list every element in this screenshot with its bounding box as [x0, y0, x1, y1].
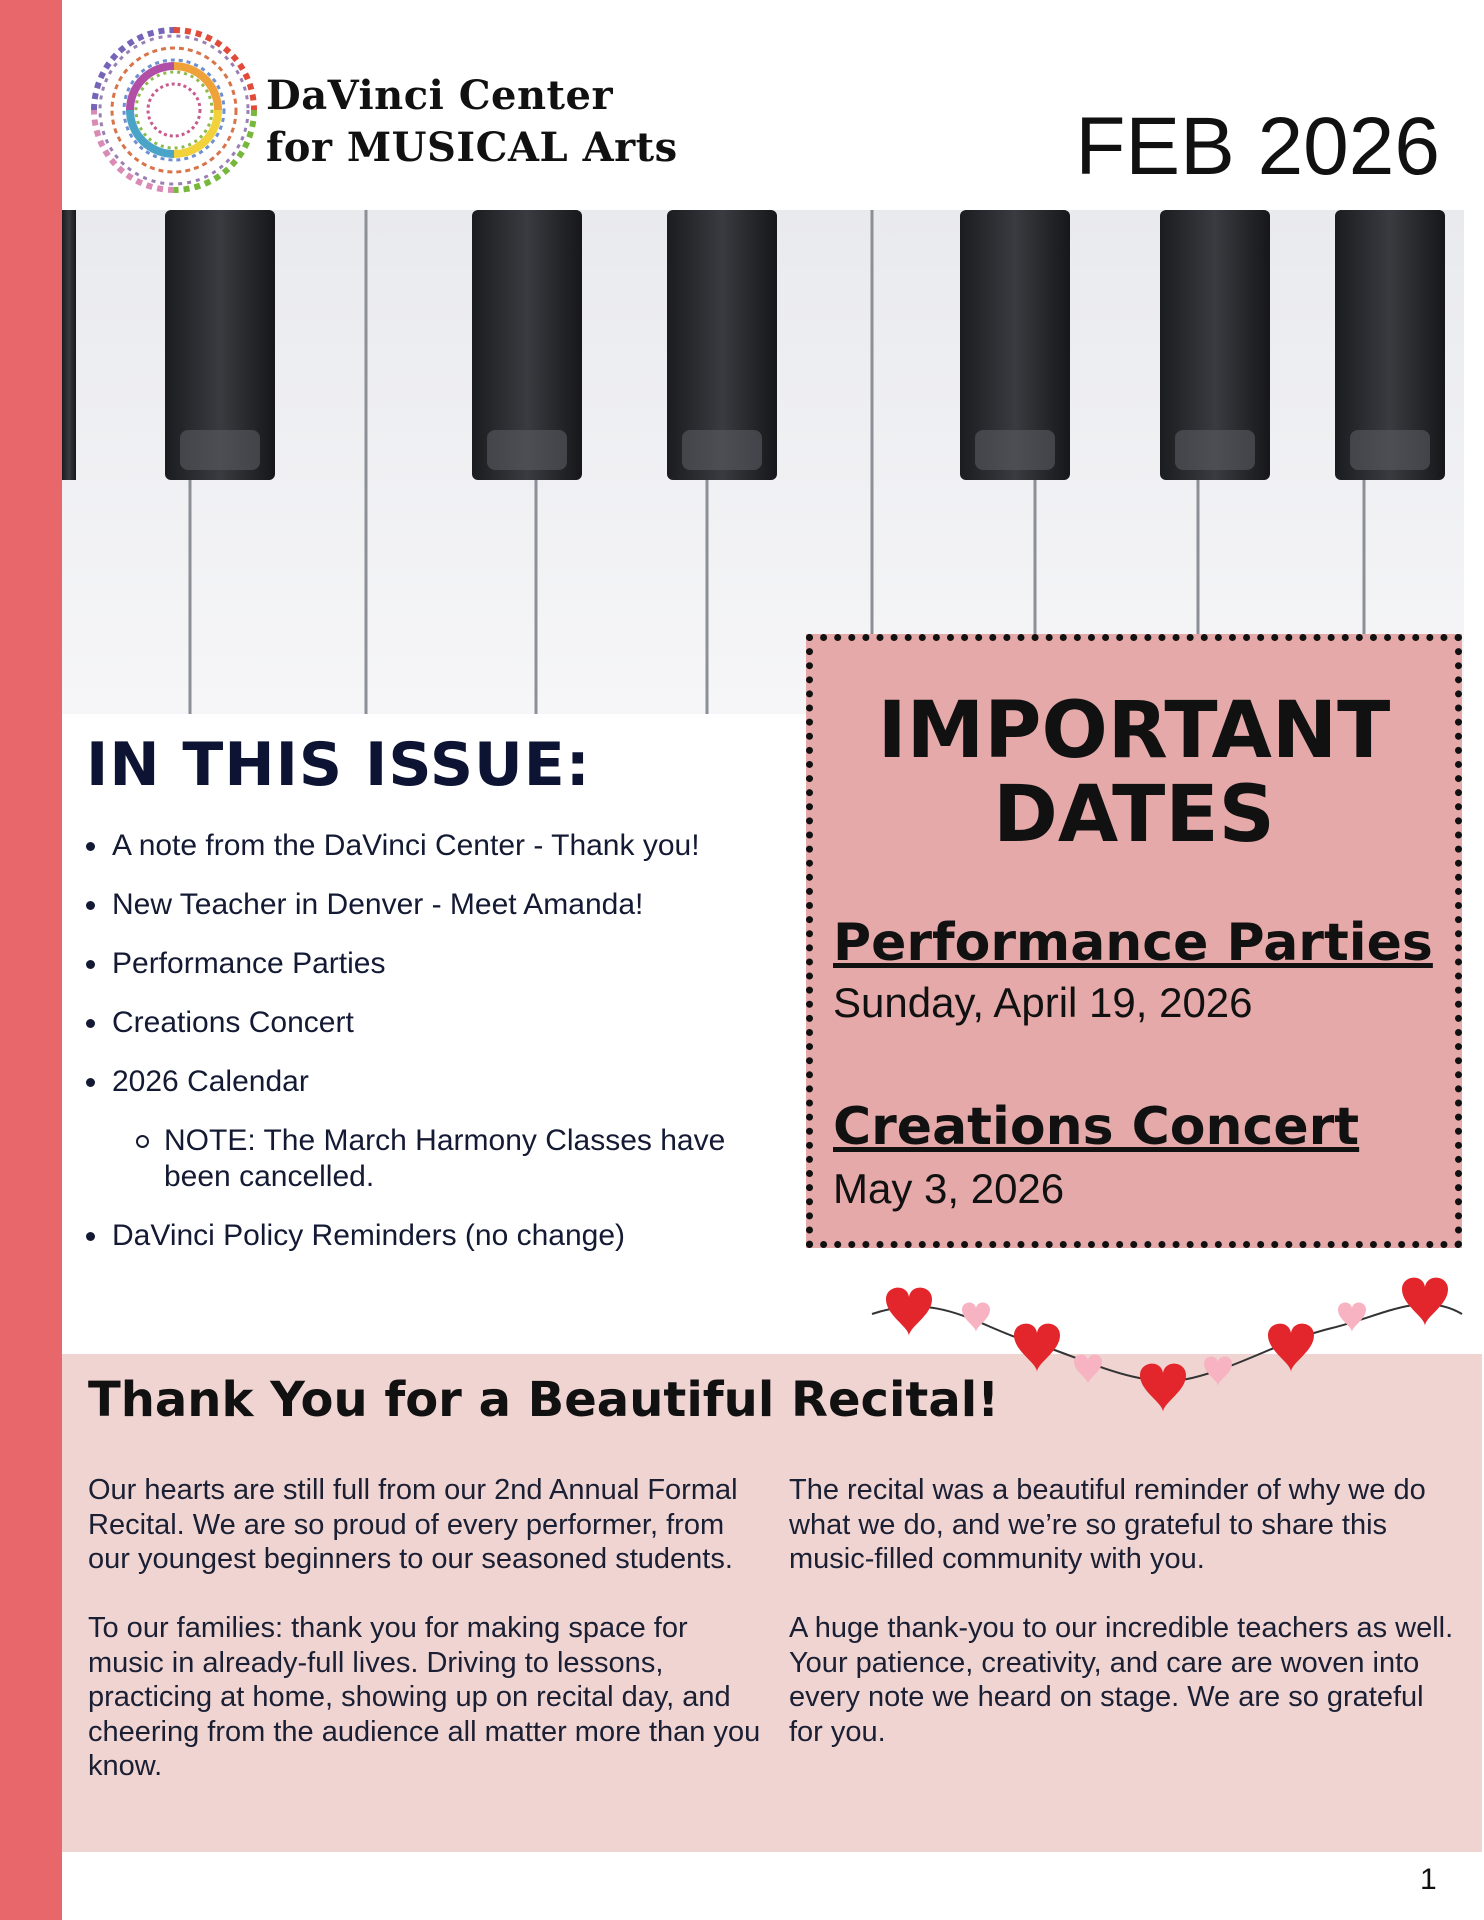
issue-item-calendar: 2026 Calendar	[86, 1064, 786, 1100]
issue-item-performance-parties: Performance Parties	[86, 946, 786, 982]
event-name-creations-concert: Creations Concert	[833, 1097, 1360, 1157]
in-this-issue-heading: IN THIS ISSUE:	[86, 730, 591, 800]
in-this-issue-list	[86, 828, 786, 1277]
issue-item-policy-reminders: DaVinci Policy Reminders (no change)	[86, 1218, 786, 1254]
org-name-line1: DaVinci Center	[266, 72, 614, 119]
important-dates-title-line1: IMPORTANT	[877, 686, 1391, 776]
issue-item-creations-concert: Creations Concert	[86, 1005, 786, 1041]
event-date-performance-parties: Sunday, April 19, 2026	[833, 979, 1253, 1026]
event-name-performance-parties: Performance Parties	[833, 913, 1433, 973]
color-wheel-logo-icon	[86, 22, 262, 198]
issue-date: FEB 2026	[1075, 101, 1440, 192]
side-accent-bar	[0, 0, 62, 1920]
thank-you-right-column	[789, 1473, 1464, 1784]
important-dates-box	[806, 634, 1462, 1248]
organization-name	[266, 70, 678, 174]
important-dates-title	[813, 686, 1455, 860]
page-number: 1	[1420, 1863, 1437, 1896]
issue-sub-note	[164, 1123, 774, 1195]
thank-you-paragraph-3: The recital was a beautiful reminder of why we do what we do, and we’re so grateful to share this music-filled community with you.	[789, 1474, 1426, 1575]
harmony-class-note: NOTE: The March Harmony Classes have been cancelled.	[164, 1124, 726, 1193]
thank-you-left-column	[88, 1473, 768, 1818]
issue-item-thank-you: A note from the DaVinci Center - Thank you!	[86, 828, 786, 864]
important-dates-title-line2: DATES	[993, 770, 1275, 860]
thank-you-paragraph-2: To our families: thank you for making space for music in already-full lives. Driving to lessons, practicing at home, showing up on recital day, and cheering from the audience all matter more than you know.	[88, 1612, 761, 1782]
thank-you-paragraph-1: Our hearts are still full from our 2nd Annual Formal Recital. We are so proud of every performer, from our youngest beginners to our seasoned students.	[88, 1474, 738, 1575]
thank-you-paragraph-4: A huge thank-you to our incredible teachers as well. Your patience, creativity, and care are woven into every note we heard on stage. We are so grateful for you.	[789, 1612, 1454, 1748]
bullet-ring-icon	[136, 1135, 149, 1148]
thank-you-title: Thank You for a Beautiful Recital!	[88, 1372, 1000, 1428]
issue-item-new-teacher: New Teacher in Denver - Meet Amanda!	[86, 887, 786, 923]
event-date-creations-concert: May 3, 2026	[833, 1165, 1065, 1212]
org-name-line2: for MUSICAL Arts	[266, 124, 678, 171]
